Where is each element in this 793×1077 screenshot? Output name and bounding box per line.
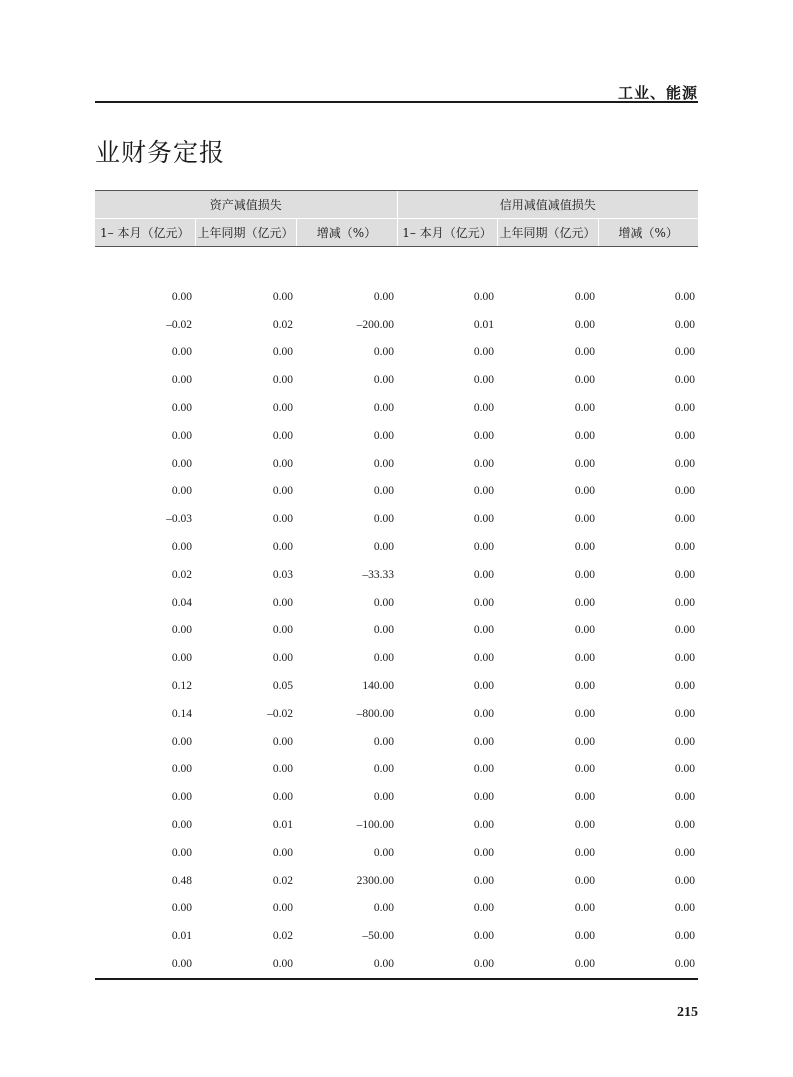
table-cell: 0.00 [272, 541, 293, 554]
table-cell: 0.00 [674, 374, 695, 387]
table-cell: 0.00 [373, 846, 394, 859]
table-cell: 0.00 [373, 902, 394, 915]
table-cell: 0.00 [574, 819, 595, 832]
table-cell: 0.02 [272, 930, 293, 943]
table-cell: 0.00 [574, 485, 595, 498]
table-row [95, 478, 698, 506]
table-cell: 0.00 [674, 707, 695, 720]
table-cell: 0.00 [171, 429, 192, 442]
table-row [95, 450, 698, 478]
table-cell: 0.00 [171, 346, 192, 359]
table-cell: 0.00 [272, 735, 293, 748]
header-rule [95, 101, 698, 103]
table-cell: 0.00 [272, 346, 293, 359]
table-row [95, 783, 698, 811]
table-cell: 0.00 [171, 846, 192, 859]
table-cell: 0.00 [674, 402, 695, 415]
table-row [95, 561, 698, 589]
table-cell: 0.00 [574, 735, 595, 748]
financial-table-container [95, 190, 698, 980]
table-cell: 0.00 [473, 763, 494, 776]
page-number: 215 [677, 1005, 698, 1020]
table-cell: 0.00 [674, 568, 695, 581]
table-cell: 0.00 [272, 402, 293, 415]
table-cell: 0.00 [574, 902, 595, 915]
table-cell: 0.00 [171, 763, 192, 776]
table-cell: 0.00 [195, 950, 296, 979]
table-cell: 0.00 [574, 290, 595, 303]
table-cell: 0.00 [373, 290, 394, 303]
table-row [95, 422, 698, 450]
table-cell: 0.00 [373, 513, 394, 526]
table-cell: 0.00 [171, 652, 192, 665]
table-cell: 0.00 [574, 874, 595, 887]
table-cell: 0.00 [574, 457, 595, 470]
table-cell: 0.00 [674, 652, 695, 665]
table-cell: 0.00 [473, 541, 494, 554]
table-cell: 0.00 [272, 290, 293, 303]
table-cell: 2300.00 [356, 874, 394, 887]
table-cell: 0.00 [473, 568, 494, 581]
table-cell: 0.02 [171, 568, 192, 581]
table-body [95, 247, 698, 979]
table-cell: 0.00 [574, 346, 595, 359]
table-cell: 0.05 [272, 680, 293, 693]
table-cell: 0.00 [272, 846, 293, 859]
table-cell: 0.01 [272, 819, 293, 832]
column-header: 1– 本月（亿元） [397, 219, 497, 247]
table-cell: 0.00 [272, 763, 293, 776]
table-cell: 0.00 [373, 541, 394, 554]
table-cell: 0.12 [171, 680, 192, 693]
table-cell: 0.00 [674, 680, 695, 693]
table-cell: 0.00 [473, 402, 494, 415]
table-cell: 0.00 [674, 819, 695, 832]
table-cell: 0.00 [95, 950, 195, 979]
table-cell: 0.00 [473, 930, 494, 943]
table-cell: 0.00 [574, 374, 595, 387]
table-cell: 0.00 [473, 457, 494, 470]
table-cell: 0.00 [171, 402, 192, 415]
table-cell: 0.14 [171, 707, 192, 720]
table-cell: 0.00 [674, 791, 695, 804]
table-cell: 0.00 [272, 457, 293, 470]
table-cell: –800.00 [356, 707, 394, 720]
table-cell: 0.00 [598, 950, 698, 979]
table-row [95, 589, 698, 617]
table-cell: 0.04 [171, 596, 192, 609]
table-cell: 0.00 [373, 457, 394, 470]
table-group-header-row [95, 191, 698, 219]
table-cell: 0.00 [272, 429, 293, 442]
column-header: 增减（%） [296, 219, 397, 247]
table-cell: 0.00 [674, 457, 695, 470]
table-cell: –0.02 [267, 707, 293, 720]
table-cell: 0.00 [674, 513, 695, 526]
table-cell: 0.00 [473, 429, 494, 442]
table-row [95, 867, 698, 895]
table-row [95, 895, 698, 923]
group-header-asset-impairment: 资产减值损失 [95, 191, 397, 219]
table-cell: 0.00 [473, 819, 494, 832]
table-cell: 0.00 [674, 902, 695, 915]
table-row [95, 505, 698, 533]
table-cell: 0.00 [497, 950, 598, 979]
table-cell: 0.00 [574, 596, 595, 609]
table-cell: 0.00 [272, 485, 293, 498]
table-cell: 0.00 [574, 791, 595, 804]
table-row [95, 311, 698, 339]
table-cell: –33.33 [362, 568, 394, 581]
column-header: 上年同期（亿元） [497, 219, 598, 247]
table-row [95, 366, 698, 394]
table-cell: 0.00 [674, 763, 695, 776]
table-cell: 0.01 [473, 318, 494, 331]
table-spacer-row [95, 247, 698, 284]
column-header: 增减（%） [598, 219, 698, 247]
table-cell: 0.00 [171, 819, 192, 832]
table-cell: 0.00 [574, 429, 595, 442]
table-cell: 0.00 [473, 680, 494, 693]
table-cell: 140.00 [362, 680, 394, 693]
table-cell: 0.00 [674, 290, 695, 303]
table-cell: 0.00 [473, 346, 494, 359]
table-cell: 0.00 [272, 374, 293, 387]
table-row [95, 922, 698, 950]
table-row [95, 839, 698, 867]
table-cell: 0.00 [373, 652, 394, 665]
table-cell: 0.03 [272, 568, 293, 581]
table-cell: 0.02 [272, 318, 293, 331]
table-cell: 0.00 [171, 457, 192, 470]
table-cell: 0.00 [171, 290, 192, 303]
table-cell: –100.00 [356, 819, 394, 832]
table-cell: 0.00 [574, 652, 595, 665]
column-header: 上年同期（亿元） [195, 219, 296, 247]
table-cell: 0.00 [171, 791, 192, 804]
page-title: 业财务定报 [95, 138, 226, 167]
table-cell: 0.00 [473, 707, 494, 720]
table-cell: 0.00 [674, 846, 695, 859]
table-cell: 0.00 [171, 735, 192, 748]
table-row [95, 672, 698, 700]
table-row [95, 644, 698, 672]
table-row [95, 700, 698, 728]
table-cell: 0.00 [674, 485, 695, 498]
table-cell: 0.00 [473, 791, 494, 804]
table-cell: 0.00 [473, 596, 494, 609]
table-cell: 0.00 [473, 374, 494, 387]
table-cell: 0.00 [473, 735, 494, 748]
table-cell: 0.00 [171, 902, 192, 915]
table-cell: –50.00 [362, 930, 394, 943]
table-cell: 0.00 [373, 596, 394, 609]
table-cell: 0.00 [171, 624, 192, 637]
table-cell: 0.00 [473, 902, 494, 915]
table-cell: 0.00 [373, 791, 394, 804]
table-row [95, 728, 698, 756]
table-cell: –200.00 [356, 318, 394, 331]
table-row [95, 950, 698, 979]
table-cell: 0.00 [674, 429, 695, 442]
table-cell: 0.00 [574, 402, 595, 415]
table-cell: 0.00 [574, 763, 595, 776]
table-cell: 0.00 [473, 513, 494, 526]
table-cell: 0.00 [473, 846, 494, 859]
table-cell: 0.00 [574, 707, 595, 720]
table-row [95, 339, 698, 367]
column-header: 1– 本月（亿元） [95, 219, 195, 247]
financial-table [95, 190, 698, 980]
table-row [95, 533, 698, 561]
table-cell: 0.00 [674, 735, 695, 748]
table-row [95, 811, 698, 839]
table-cell: 0.00 [473, 652, 494, 665]
table-cell: 0.00 [473, 624, 494, 637]
table-cell: 0.00 [373, 346, 394, 359]
table-cell: 0.00 [171, 541, 192, 554]
running-head-section: 工业、能源 [617, 84, 698, 102]
table-cell: 0.00 [674, 318, 695, 331]
table-cell: 0.00 [373, 429, 394, 442]
table-cell: 0.00 [674, 624, 695, 637]
table-cell: 0.00 [674, 596, 695, 609]
table-cell: 0.01 [171, 930, 192, 943]
table-cell: 0.00 [473, 485, 494, 498]
table-cell: 0.00 [373, 485, 394, 498]
table-cell: 0.00 [574, 624, 595, 637]
table-cell: 0.00 [397, 950, 497, 979]
table-cell: 0.00 [674, 874, 695, 887]
table-cell: 0.00 [674, 541, 695, 554]
table-cell: 0.00 [574, 846, 595, 859]
table-cell: 0.00 [171, 485, 192, 498]
table-cell: 0.00 [373, 763, 394, 776]
table-cell: 0.00 [574, 541, 595, 554]
table-cell: 0.00 [171, 374, 192, 387]
table-cell: 0.00 [574, 930, 595, 943]
table-cell: 0.00 [373, 624, 394, 637]
table-cell: 0.00 [473, 874, 494, 887]
table-cell: 0.00 [574, 568, 595, 581]
table-cell: 0.00 [272, 791, 293, 804]
table-cell: 0.00 [272, 624, 293, 637]
table-cell: 0.02 [272, 874, 293, 887]
table-cell: 0.00 [272, 596, 293, 609]
table-cell: 0.00 [296, 950, 397, 979]
table-cell: 0.00 [574, 318, 595, 331]
table-cell: 0.00 [574, 513, 595, 526]
table-cell: 0.48 [171, 874, 192, 887]
table-cell: 0.00 [373, 402, 394, 415]
table-row [95, 756, 698, 784]
table-cell: 0.00 [473, 290, 494, 303]
table-cell: –0.02 [166, 318, 192, 331]
table-cell: 0.00 [574, 680, 595, 693]
group-header-credit-impairment: 信用减值减值损失 [397, 191, 698, 219]
table-row [95, 283, 698, 311]
table-cell: 0.00 [373, 735, 394, 748]
table-cell: 0.00 [373, 374, 394, 387]
table-row [95, 617, 698, 645]
table-cell: 0.00 [272, 513, 293, 526]
table-cell: 0.00 [272, 902, 293, 915]
table-cell: –0.03 [166, 513, 192, 526]
table-cell: 0.00 [674, 346, 695, 359]
table-cell: 0.00 [674, 930, 695, 943]
table-row [95, 394, 698, 422]
table-cell: 0.00 [272, 652, 293, 665]
table-column-header-row [95, 219, 698, 247]
